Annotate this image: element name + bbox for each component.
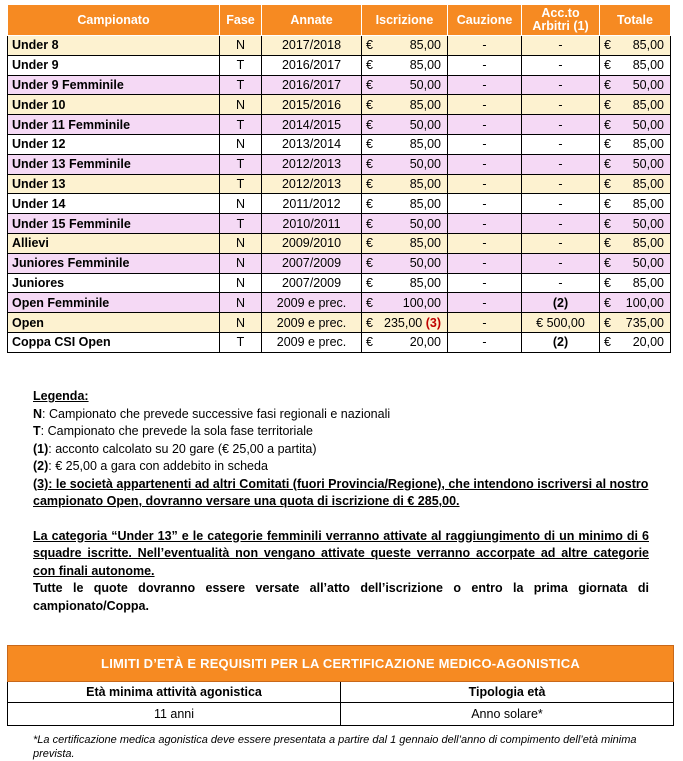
header-cauzione: Cauzione <box>448 5 522 36</box>
cell-iscrizione <box>362 115 448 135</box>
table-row <box>8 313 671 333</box>
cell-cauzione: - <box>448 55 522 75</box>
iscrizione-currency: € <box>366 58 373 73</box>
table-row <box>8 154 671 174</box>
cell-arbitri: - <box>522 55 600 75</box>
cell-totale <box>600 332 671 352</box>
iscrizione-currency: € <box>366 275 373 290</box>
cell-fase: N <box>220 36 262 56</box>
cell-fase: T <box>220 174 262 194</box>
cell-cauzione: - <box>448 233 522 253</box>
iscrizione-currency: € <box>366 236 373 251</box>
cell-arbitri: - <box>522 75 600 95</box>
cell-arbitri: - <box>522 95 600 115</box>
cell-totale <box>600 115 671 135</box>
totale-currency: € <box>604 335 611 350</box>
cell-cauzione: - <box>448 75 522 95</box>
header-campionato: Campionato <box>8 5 220 36</box>
totale-currency: € <box>604 256 611 271</box>
cell-fase: T <box>220 332 262 352</box>
totale-amount: 20,00 <box>632 335 664 350</box>
totale-currency: € <box>604 236 611 251</box>
fees-table <box>7 4 671 353</box>
totale-currency: € <box>604 295 611 310</box>
iscrizione-amount: 85,00 <box>409 196 441 211</box>
table-row <box>8 115 671 135</box>
iscrizione-amount: 50,00 <box>409 256 441 271</box>
table-row <box>8 214 671 234</box>
legend-text: : € 25,00 a gara con addebito in scheda <box>48 459 268 473</box>
legend-text: : acconto calcolato su 20 gare (€ 25,00 a partita) <box>48 441 317 456</box>
cell-annate: 2009/2010 <box>262 233 362 253</box>
totale-amount: 85,00 <box>632 137 664 152</box>
table-row <box>8 134 671 154</box>
cell-iscrizione <box>362 134 448 154</box>
cell-cauzione: - <box>448 115 522 135</box>
cell-annate: 2010/2011 <box>262 214 362 234</box>
cell-cauzione: - <box>448 36 522 56</box>
cell-iscrizione <box>362 154 448 174</box>
cell-totale <box>600 313 671 333</box>
iscrizione-currency: € <box>366 256 373 271</box>
cell-totale <box>600 75 671 95</box>
legend-section <box>33 388 649 615</box>
legend-text: : Campionato che prevede successive fasi regionali e nazionali <box>42 406 391 421</box>
totale-currency: € <box>604 196 611 211</box>
cell-iscrizione <box>362 214 448 234</box>
iscrizione-amount: 50,00 <box>409 77 441 92</box>
age-type-value: Anno solare* <box>341 703 674 726</box>
iscrizione-amount: 50,00 <box>409 216 441 231</box>
iscrizione-currency: € <box>366 315 373 330</box>
totale-currency: € <box>604 117 611 132</box>
totale-amount: 735,00 <box>625 315 664 330</box>
header-totale: Totale <box>600 5 671 36</box>
cell-iscrizione <box>362 332 448 352</box>
legend-key: (1) <box>33 441 49 456</box>
cell-fase: T <box>220 154 262 174</box>
cell-campionato: Juniores <box>8 273 220 293</box>
cell-campionato: Under 9 <box>8 55 220 75</box>
cell-cauzione: - <box>448 332 522 352</box>
iscrizione-amount: 85,00 <box>409 176 441 191</box>
iscrizione-amount: 85,00 <box>409 137 441 152</box>
cell-campionato: Open Femminile <box>8 293 220 313</box>
cell-annate: 2007/2009 <box>262 253 362 273</box>
cell-fase: T <box>220 75 262 95</box>
totale-amount: 85,00 <box>632 196 664 211</box>
iscrizione-currency: € <box>366 335 373 350</box>
cell-campionato: Under 8 <box>8 36 220 56</box>
iscrizione-currency: € <box>366 196 373 211</box>
legend-key: T <box>33 424 41 438</box>
cell-fase: N <box>220 293 262 313</box>
cell-annate: 2012/2013 <box>262 174 362 194</box>
cell-arbitri: - <box>522 233 600 253</box>
cell-arbitri: - <box>522 174 600 194</box>
cell-cauzione: - <box>448 253 522 273</box>
note-ref: (3) <box>425 315 441 330</box>
cell-arbitri: - <box>522 134 600 154</box>
cell-totale <box>600 194 671 214</box>
cell-iscrizione <box>362 313 448 333</box>
iscrizione-currency: € <box>366 295 373 310</box>
cell-iscrizione <box>362 253 448 273</box>
cell-totale <box>600 273 671 293</box>
cell-arbitri: - <box>522 214 600 234</box>
cell-iscrizione <box>362 233 448 253</box>
table-row <box>8 95 671 115</box>
cell-totale <box>600 95 671 115</box>
iscrizione-currency: € <box>366 157 373 172</box>
cell-arbitri: € 500,00 <box>522 313 600 333</box>
cell-cauzione: - <box>448 194 522 214</box>
legend-key: (2) <box>33 459 49 473</box>
totale-currency: € <box>604 157 611 172</box>
cell-campionato: Under 15 Femminile <box>8 214 220 234</box>
totale-amount: 50,00 <box>632 256 664 271</box>
iscrizione-amount: 50,00 <box>409 117 441 132</box>
cell-totale <box>600 253 671 273</box>
fees-body <box>8 36 671 353</box>
min-age-header: Età minima attività agonistica <box>8 682 341 703</box>
table-row <box>8 233 671 253</box>
legend-item <box>33 458 649 476</box>
totale-currency: € <box>604 275 611 290</box>
iscrizione-amount: 100,00 <box>402 295 441 310</box>
cell-fase: N <box>220 313 262 333</box>
header-fase: Fase <box>220 5 262 36</box>
table-row <box>8 332 671 352</box>
table-row <box>8 55 671 75</box>
header-iscrizione: Iscrizione <box>362 5 448 36</box>
table-row <box>8 293 671 313</box>
cell-totale <box>600 154 671 174</box>
cell-iscrizione <box>362 75 448 95</box>
totale-currency: € <box>604 58 611 73</box>
legend-text: : Campionato che prevede la sola fase territoriale <box>40 424 314 438</box>
totale-amount: 50,00 <box>632 216 664 231</box>
age-limits-table <box>7 645 674 726</box>
table-row <box>8 273 671 293</box>
cell-annate: 2016/2017 <box>262 55 362 75</box>
cell-iscrizione <box>362 55 448 75</box>
cell-campionato: Coppa CSI Open <box>8 332 220 352</box>
cell-fase: T <box>220 55 262 75</box>
cell-campionato: Open <box>8 313 220 333</box>
table-row <box>8 75 671 95</box>
cell-arbitri: - <box>522 194 600 214</box>
cell-totale <box>600 55 671 75</box>
cell-fase: T <box>220 115 262 135</box>
cell-fase: N <box>220 253 262 273</box>
cell-annate: 2017/2018 <box>262 36 362 56</box>
cell-annate: 2012/2013 <box>262 154 362 174</box>
iscrizione-currency: € <box>366 38 373 53</box>
cell-iscrizione <box>362 95 448 115</box>
cell-annate: 2014/2015 <box>262 115 362 135</box>
table-row <box>8 36 671 56</box>
iscrizione-currency: € <box>366 97 373 112</box>
cell-arbitri: - <box>522 154 600 174</box>
iscrizione-currency: € <box>366 216 373 231</box>
totale-currency: € <box>604 97 611 112</box>
cell-cauzione: - <box>448 154 522 174</box>
cell-campionato: Under 11 Femminile <box>8 115 220 135</box>
cell-totale <box>600 214 671 234</box>
cell-campionato: Under 14 <box>8 194 220 214</box>
table-row <box>8 253 671 273</box>
age-type-header: Tipologia età <box>341 682 674 703</box>
cell-annate: 2011/2012 <box>262 194 362 214</box>
totale-currency: € <box>604 137 611 152</box>
cell-cauzione: - <box>448 293 522 313</box>
iscrizione-currency: € <box>366 137 373 152</box>
totale-amount: 85,00 <box>632 38 664 53</box>
legend-title: Legenda: <box>33 389 89 403</box>
min-age-value: 11 anni <box>8 703 341 726</box>
totale-amount: 85,00 <box>632 275 664 290</box>
iscrizione-amount: 20,00 <box>409 335 441 350</box>
iscrizione-amount: 85,00 <box>409 236 441 251</box>
cell-campionato: Under 9 Femminile <box>8 75 220 95</box>
cell-iscrizione <box>362 194 448 214</box>
cell-cauzione: - <box>448 313 522 333</box>
cell-campionato: Allievi <box>8 233 220 253</box>
cell-iscrizione <box>362 36 448 56</box>
cell-annate: 2016/2017 <box>262 75 362 95</box>
cell-fase: N <box>220 233 262 253</box>
cell-cauzione: - <box>448 134 522 154</box>
cell-totale <box>600 233 671 253</box>
cell-fase: N <box>220 95 262 115</box>
totale-currency: € <box>604 315 611 330</box>
totale-amount: 50,00 <box>632 117 664 132</box>
cell-arbitri: - <box>522 36 600 56</box>
totale-currency: € <box>604 216 611 231</box>
totale-amount: 85,00 <box>632 176 664 191</box>
header-acconto-arbitri: Acc.to Arbitri (1) <box>522 5 600 36</box>
cell-annate: 2007/2009 <box>262 273 362 293</box>
totale-amount: 85,00 <box>632 97 664 112</box>
cell-cauzione: - <box>448 214 522 234</box>
legend-note-3: (3): le società appartenenti ad altri Comitati (fuori Provincia/Regione), che intendono iscriversi al nostro campionato Open, dovranno versare una quota di iscrizione di € 285,00. <box>33 476 649 508</box>
legend-item <box>33 423 649 441</box>
payment-paragraph: Tutte le quote dovranno essere versate all’atto dell’iscrizione o entro la prima giornata di campionato/Coppa. <box>33 581 649 613</box>
cell-iscrizione <box>362 293 448 313</box>
cell-annate: 2009 e prec. <box>262 293 362 313</box>
iscrizione-currency: € <box>366 176 373 191</box>
totale-amount: 50,00 <box>632 157 664 172</box>
totale-currency: € <box>604 77 611 92</box>
cell-annate: 2009 e prec. <box>262 332 362 352</box>
totale-amount: 85,00 <box>632 236 664 251</box>
cell-totale <box>600 293 671 313</box>
cell-arbitri: (2) <box>522 332 600 352</box>
cell-fase: N <box>220 273 262 293</box>
totale-amount: 100,00 <box>625 295 664 310</box>
cell-arbitri: - <box>522 115 600 135</box>
legend-item <box>33 406 649 424</box>
cell-cauzione: - <box>448 95 522 115</box>
cell-campionato: Juniores Femminile <box>8 253 220 273</box>
iscrizione-amount: 85,00 <box>409 275 441 290</box>
cell-fase: N <box>220 194 262 214</box>
cell-campionato: Under 12 <box>8 134 220 154</box>
iscrizione-currency: € <box>366 117 373 132</box>
totale-amount: 50,00 <box>632 77 664 92</box>
cell-annate: 2009 e prec. <box>262 313 362 333</box>
legend-items <box>33 406 649 476</box>
cell-arbitri: - <box>522 253 600 273</box>
iscrizione-amount: 85,00 <box>409 97 441 112</box>
cell-campionato: Under 13 Femminile <box>8 154 220 174</box>
totale-amount: 85,00 <box>632 58 664 73</box>
legend-item <box>33 441 649 459</box>
medical-footnote: *La certificazione medica agonistica deve essere presentata a partire dal 1 gennaio dell’anno di compimento dell’età minima prevista. <box>33 734 637 760</box>
cell-totale <box>600 134 671 154</box>
cell-iscrizione <box>362 273 448 293</box>
cell-cauzione: - <box>448 174 522 194</box>
totale-currency: € <box>604 38 611 53</box>
cell-totale <box>600 174 671 194</box>
iscrizione-amount: 85,00 <box>409 58 441 73</box>
cell-fase: N <box>220 134 262 154</box>
cell-campionato: Under 10 <box>8 95 220 115</box>
cell-fase: T <box>220 214 262 234</box>
header-annate: Annate <box>262 5 362 36</box>
cell-annate: 2015/2016 <box>262 95 362 115</box>
legend-key: N <box>33 406 43 421</box>
table-row <box>8 174 671 194</box>
cell-arbitri: - <box>522 273 600 293</box>
table-row <box>8 194 671 214</box>
age-limits-title: LIMITI D’ETÀ E REQUISITI PER LA CERTIFICAZIONE MEDICO-AGONISTICA <box>8 646 674 682</box>
fees-header-row <box>8 5 671 36</box>
iscrizione-amount: 50,00 <box>409 157 441 172</box>
cell-iscrizione <box>362 174 448 194</box>
cell-annate: 2013/2014 <box>262 134 362 154</box>
iscrizione-currency: € <box>366 77 373 92</box>
iscrizione-amount: 235,00 (3) <box>384 315 441 330</box>
cell-campionato: Under 13 <box>8 174 220 194</box>
totale-currency: € <box>604 176 611 191</box>
activation-paragraph: La categoria “Under 13” e le categorie femminili verranno attivate al raggiungimento di un minimo di 6 squadre iscritte. Nell’eventualità non vengano attivate queste verranno accorpate ad altre categorie con finali autonome. <box>33 528 649 578</box>
iscrizione-amount: 85,00 <box>409 38 441 53</box>
cell-arbitri: (2) <box>522 293 600 313</box>
cell-cauzione: - <box>448 273 522 293</box>
cell-totale <box>600 36 671 56</box>
